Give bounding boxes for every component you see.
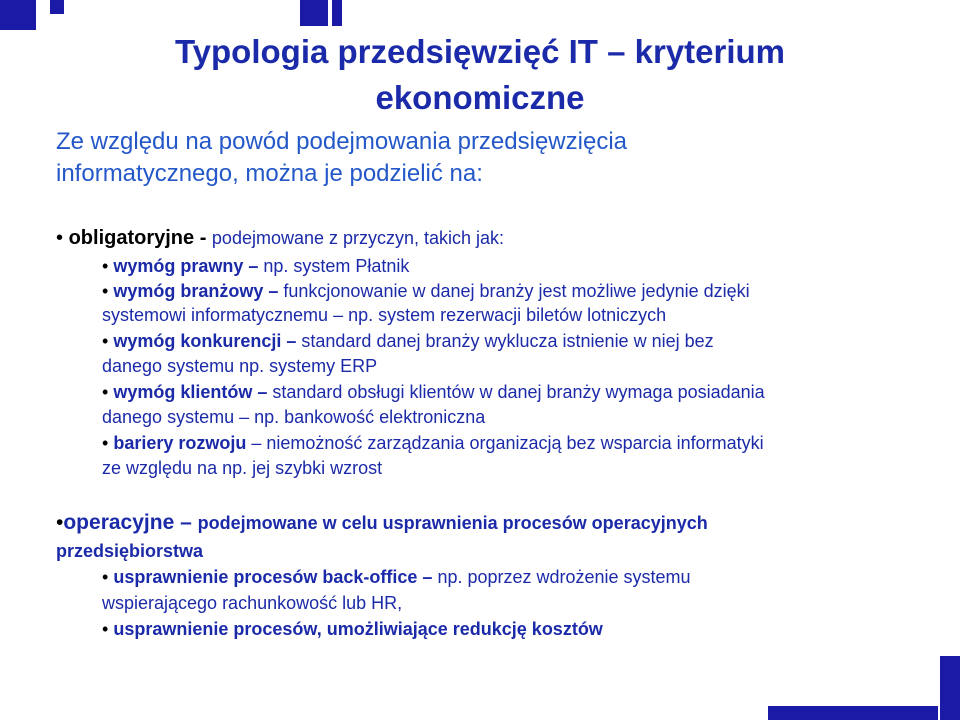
page-title-line-1: Typologia przedsięwzięć IT – kryterium — [174, 33, 786, 70]
section-intro-continuation: przedsiębiorstwa — [56, 541, 204, 561]
bullet: • — [102, 331, 109, 351]
item-term: wymóg branżowy – — [113, 281, 284, 301]
list-item-redukcja-kosztow — [102, 616, 603, 642]
subtitle-line-2: informatycznego, można je podzielić na: — [56, 160, 483, 187]
corner-square-bottom-right-1 — [940, 656, 960, 720]
item-text: np. system Płatnik — [263, 256, 410, 276]
section-intro: podejmowane z przyczyn, takich jak: — [211, 228, 505, 248]
corner-square-top-right-1 — [300, 0, 328, 26]
bullet: • — [102, 256, 109, 276]
list-item-wymog-klientow — [102, 379, 765, 405]
item-term: bariery rozwoju — [113, 433, 252, 453]
bullet: • — [56, 227, 64, 249]
item-text: np. poprzez wdrożenie systemu — [437, 567, 691, 587]
corner-square-top-left-1 — [0, 0, 36, 30]
list-item-wymog-branzowy — [102, 278, 750, 304]
list-item-continuation: danego systemu – np. bankowość elektroniczna — [102, 407, 486, 427]
list-item-bariery-rozwoju — [102, 430, 764, 456]
item-term: wymóg prawny – — [113, 256, 264, 276]
item-text: standard obsługi klientów w danej branży wymaga posiadania — [272, 382, 765, 402]
bullet: • — [102, 619, 109, 639]
bullet: • — [102, 281, 109, 301]
item-text: funkcjonowanie w danej branży jest możliwe jedynie dzięki — [283, 281, 750, 301]
list-item-wymog-konkurencji — [102, 328, 714, 354]
bullet: • — [102, 382, 109, 402]
item-term: usprawnienie procesów, umożliwiające redukcję kosztów — [113, 619, 603, 639]
section-heading: operacyjne – — [63, 511, 198, 534]
section-heading: obligatoryjne - — [68, 227, 212, 249]
item-term: usprawnienie procesów back-office – — [113, 567, 438, 587]
list-item-continuation: ze względu na np. jej szybki wzrost — [102, 458, 383, 478]
list-item-wymog-prawny — [102, 253, 409, 279]
list-item-continuation: wspierającego rachunkowość lub HR, — [102, 593, 403, 613]
list-item-back-office — [102, 564, 691, 590]
item-term: wymóg konkurencji – — [113, 331, 302, 351]
corner-square-top-right-2 — [332, 0, 342, 26]
bullet: • — [56, 511, 64, 534]
item-term: wymóg klientów – — [113, 382, 273, 402]
section-operacyjne — [56, 510, 708, 536]
item-text: standard danej branży wyklucza istnienie w niej bez — [301, 331, 714, 351]
section-intro: podejmowane w celu usprawnienia procesów operacyjnych — [197, 513, 708, 533]
list-item-continuation: systemowi informatycznemu – np. system rezerwacji biletów lotniczych — [102, 305, 667, 325]
page-title-line-2: ekonomiczne — [375, 79, 585, 116]
bullet: • — [102, 567, 109, 587]
corner-square-bottom-right-2 — [768, 706, 938, 720]
corner-square-top-left-2 — [50, 0, 64, 14]
item-text: – niemożność zarządzania organizacją bez wsparcia informatyki — [251, 433, 764, 453]
section-obligatoryjne — [56, 224, 504, 252]
bullet: • — [102, 433, 109, 453]
list-item-continuation: danego systemu np. systemy ERP — [102, 356, 378, 376]
subtitle-line-1: Ze względu na powód podejmowania przedsięwzięcia — [56, 128, 627, 155]
